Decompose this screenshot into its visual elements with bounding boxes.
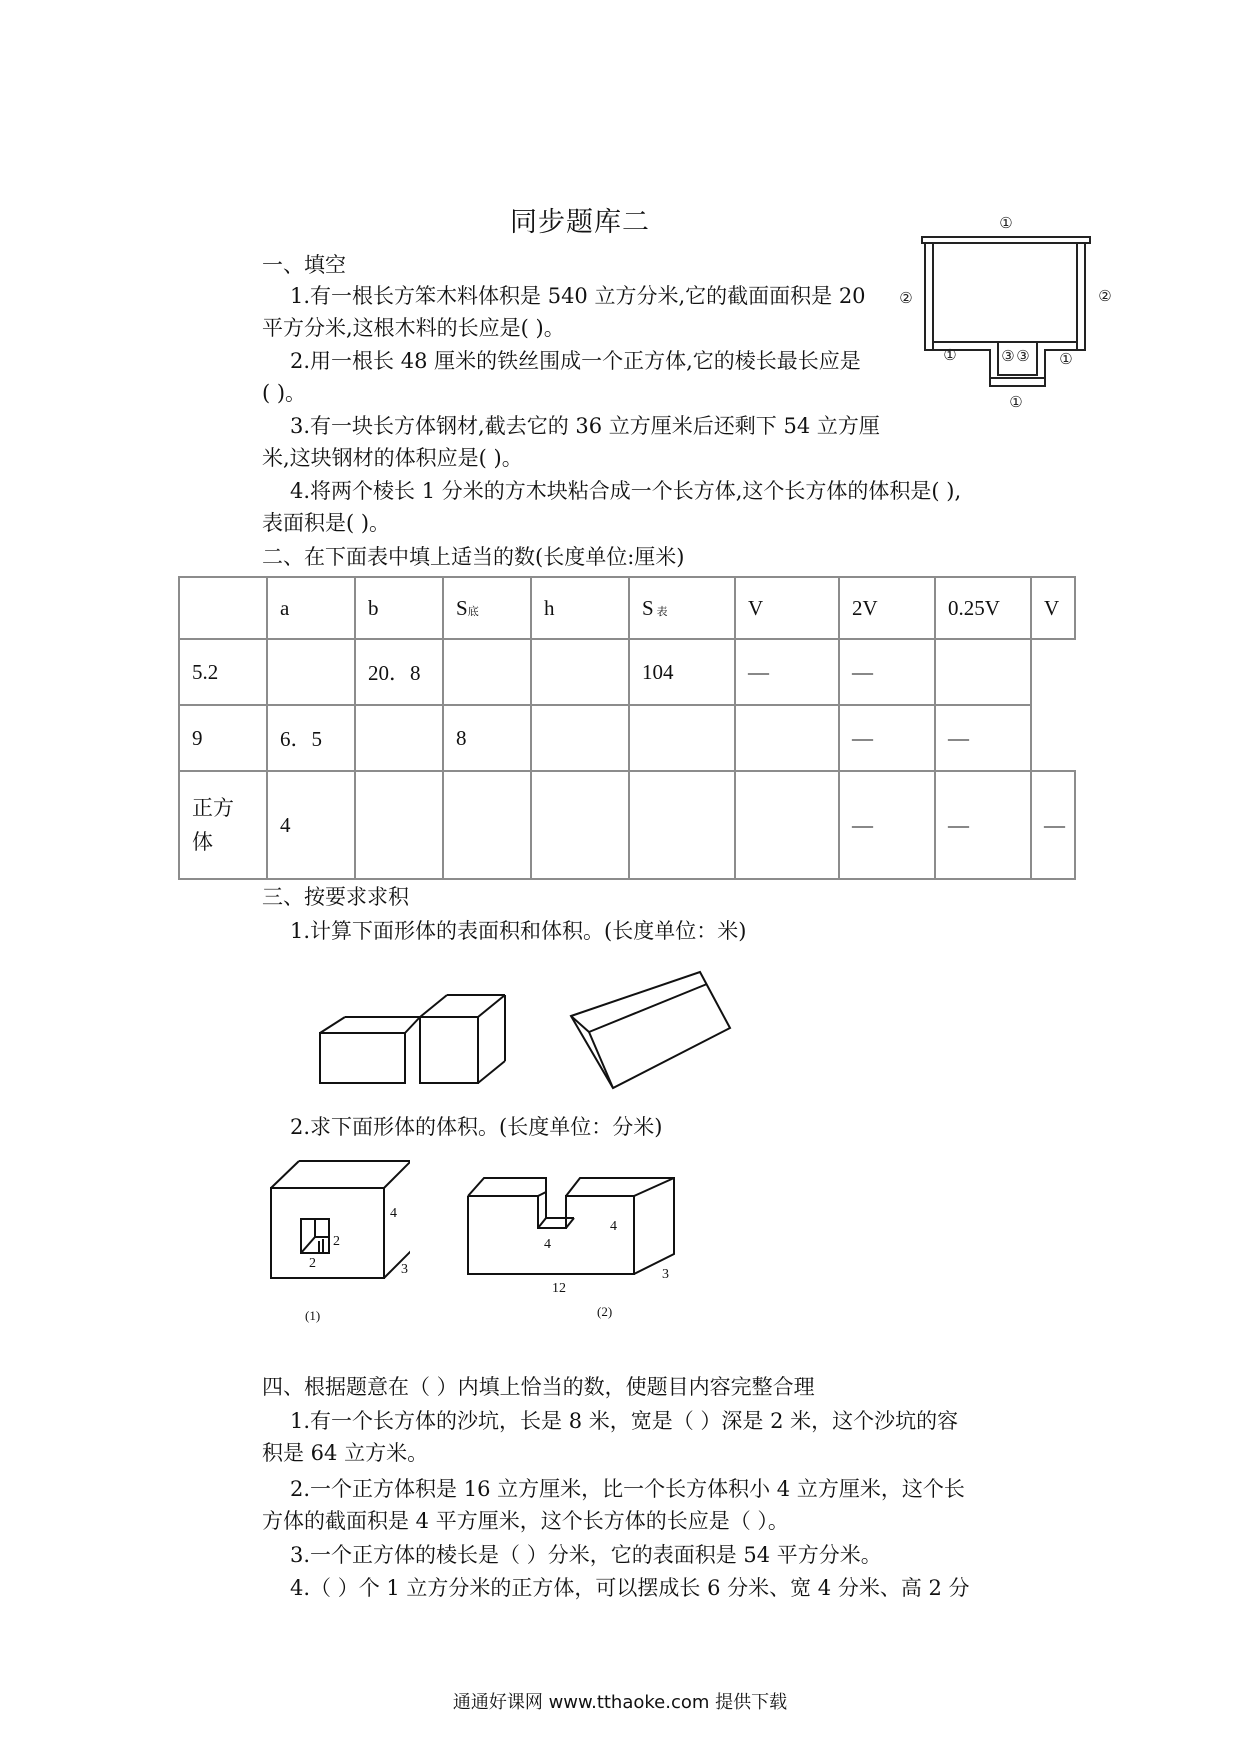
q2-line-2: ( )。 xyxy=(262,381,307,405)
tilted-box-figure xyxy=(565,960,745,1100)
q3-line-1: 3.有一块长方体钢材,截去它的 36 立方厘米后还剩下 54 立方厘 xyxy=(290,414,880,438)
section1-question-1 xyxy=(262,280,866,344)
fig2-notch-label: 4 xyxy=(544,1237,551,1252)
corner-label-4: ① xyxy=(943,348,957,364)
fig1-height-label: 4 xyxy=(390,1206,397,1221)
s4q3-line-1: 3.一个正方体的棱长是（ ）分米，它的表面积是 54 平方分米。 xyxy=(290,1543,882,1567)
q1-line-2: 平方分米,这根木料的长应是( )。 xyxy=(262,316,565,340)
table-header-cell: V xyxy=(1031,577,1075,639)
corner-frame-diagram xyxy=(890,210,1130,420)
table-cell xyxy=(935,639,1031,705)
table-header-cell xyxy=(179,577,267,639)
table-cell: 4 xyxy=(267,771,355,879)
table-header-cell: S底 xyxy=(443,577,531,639)
table-cell xyxy=(531,771,629,879)
table-header-cell: h xyxy=(531,577,629,639)
table-cell: — xyxy=(735,639,839,705)
section1-heading: 一、填空 xyxy=(262,253,346,277)
table-cell: — xyxy=(935,705,1031,771)
table-cell: — xyxy=(1031,771,1075,879)
table-cell xyxy=(735,705,839,771)
footer-credit: 通通好课网 www.tthaoke.com 提供下载 xyxy=(452,1692,788,1713)
table-cell xyxy=(629,771,735,879)
table-cell xyxy=(355,771,443,879)
section3-question-2: 2.求下面形体的体积。(长度单位：分米) xyxy=(290,1115,663,1139)
table-cell xyxy=(443,771,531,879)
section4-question-2 xyxy=(262,1473,965,1537)
fig2-height-label: 4 xyxy=(610,1219,617,1234)
table-header-cell: 0.25V xyxy=(935,577,1031,639)
s4q2-line-1: 2.一个正方体积是 16 立方厘米，比一个长方体积小 4 立方厘米，这个长 xyxy=(290,1477,965,1501)
q3-line-2: 米,这块钢材的体积应是( )。 xyxy=(262,446,523,470)
corner-label-1: ① xyxy=(999,216,1013,232)
table-header-cell: S 表 xyxy=(629,577,735,639)
section1-question-4 xyxy=(262,475,961,539)
corner-label-5: ③ xyxy=(1001,349,1015,365)
section2-heading: 二、在下面表中填上适当的数(长度单位:厘米) xyxy=(262,545,685,569)
q4-line-1: 4.将两个棱长 1 分米的方木块粘合成一个长方体,这个长方体的体积是( ), xyxy=(290,479,962,503)
table-header-cell: b xyxy=(355,577,443,639)
corner-label-6: ③ xyxy=(1016,349,1030,365)
section3-question-1: 1.计算下面形体的表面积和体积。(长度单位：米) xyxy=(290,919,747,943)
dimension-table xyxy=(178,576,1076,880)
corner-label-2: ② xyxy=(899,291,913,307)
table-cell: 104 xyxy=(629,639,735,705)
section1-question-3 xyxy=(262,410,880,474)
cube-label: 正方体 xyxy=(192,796,234,854)
fig2-caption: (2) xyxy=(597,1304,613,1319)
table-cell xyxy=(443,639,531,705)
table-row xyxy=(179,705,1075,771)
s4q2-line-2: 方体的截面积是 4 平方厘米，这个长方体的长应是（ ）。 xyxy=(262,1509,789,1533)
fig1-hole-width-label: 2 xyxy=(333,1234,340,1249)
section4-question-4 xyxy=(262,1572,970,1604)
table-cell: 6．5 xyxy=(267,705,355,771)
corner-label-8: ① xyxy=(1009,395,1023,411)
section4-question-1 xyxy=(262,1405,958,1469)
notched-block-figure xyxy=(462,1170,682,1295)
section4-question-3 xyxy=(262,1539,882,1571)
table-cell: 20．8 xyxy=(355,639,443,705)
table-cell xyxy=(1031,639,1075,771)
table-cell: 9 xyxy=(179,705,267,771)
fig1-depth-label: 3 xyxy=(401,1262,408,1277)
table-header-cell: a xyxy=(267,577,355,639)
s4q1-line-2: 积是 64 立方米。 xyxy=(262,1441,429,1465)
table-cell xyxy=(531,705,629,771)
two-boxes-figure xyxy=(310,985,510,1095)
s4q1-line-1: 1.有一个长方体的沙坑，长是 8 米，宽是（ ）深是 2 米，这个沙坑的容 xyxy=(290,1409,959,1433)
table-cell xyxy=(629,705,735,771)
box-with-hole-figure xyxy=(265,1155,410,1295)
section1-question-2 xyxy=(262,345,861,409)
table-cell: — xyxy=(839,705,935,771)
fig2-depth-label: 3 xyxy=(662,1267,669,1282)
fig2-length-label: 12 xyxy=(552,1281,566,1295)
table-header-row xyxy=(179,577,1075,639)
table-cell xyxy=(355,705,443,771)
q1-line-1: 1.有一根长方笨木料体积是 540 立方分米,它的截面面积是 20 xyxy=(290,284,866,308)
q2-line-1: 2.用一根长 48 厘米的铁丝围成一个正方体,它的棱长最长应是 xyxy=(290,349,861,373)
table-cell xyxy=(179,771,267,879)
table-header-cell: V xyxy=(735,577,839,639)
table-cell: — xyxy=(839,771,935,879)
table-cell xyxy=(735,771,839,879)
corner-label-7: ① xyxy=(1059,352,1073,368)
table-row xyxy=(179,771,1075,879)
table-cell xyxy=(267,639,355,705)
s4q4-line-1: 4.（ ）个 1 立方分米的正方体，可以摆成长 6 分米、宽 4 分米、高 2 分 xyxy=(290,1576,970,1600)
table-cell: — xyxy=(839,639,935,705)
table-cell: 5.2 xyxy=(179,639,267,705)
table-cell: — xyxy=(935,771,1031,879)
section4-heading: 四、根据题意在（ ）内填上恰当的数，使题目内容完整合理 xyxy=(262,1375,815,1399)
fig1-hole-height-label: 2 xyxy=(309,1256,316,1271)
table-cell xyxy=(531,639,629,705)
corner-label-3: ② xyxy=(1098,289,1112,305)
table-cell: 8 xyxy=(443,705,531,771)
table-header-cell: 2V xyxy=(839,577,935,639)
table-row xyxy=(179,639,1075,705)
q4-line-2: 表面积是( )。 xyxy=(262,511,391,535)
fig1-caption: (1) xyxy=(305,1308,321,1323)
section3-heading: 三、按要求求积 xyxy=(262,885,409,909)
page-title: 同步题库二 xyxy=(510,207,650,238)
